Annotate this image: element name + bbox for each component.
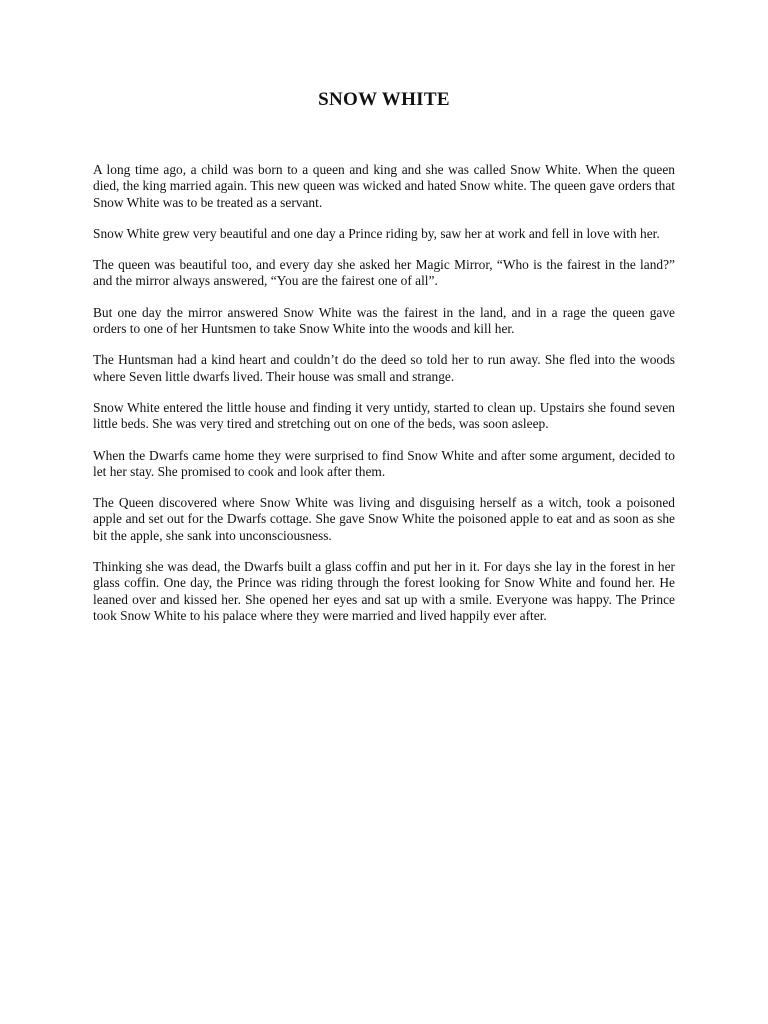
document-title: SNOW WHITE xyxy=(318,89,450,110)
paragraph: Snow White grew very beautiful and one day a Prince riding by, saw her at work and fell in love with her. xyxy=(93,225,660,241)
paragraph: The Huntsman had a kind heart and couldn’t do the deed so told her to run away. She fled into the woods where Seven little dwarfs lived. Their house was small and strange. xyxy=(93,352,675,384)
paragraph: A long time ago, a child was born to a queen and king and she was called Snow White. When the queen died, the king married again. This new queen was wicked and hated Snow white. The queen gave orders that Snow White was to be treated as a servant. xyxy=(93,162,675,210)
paragraph: But one day the mirror answered Snow White was the fairest in the land, and in a rage the queen gave orders to one of her Huntsmen to take Snow White into the woods and kill her. xyxy=(93,304,675,337)
paragraph: The Queen discovered where Snow White was living and disguising herself as a witch, took a poisoned apple and set out for the Dwarfs cottage. She gave Snow White the poisoned apple to eat and as soon as she bit the apple, she sank into unconsciousness. xyxy=(93,495,675,543)
paragraph: Snow White entered the little house and finding it very untidy, started to clean up. Upstairs she found seven little beds. She was very tired and stretching out on one of the beds, was soon asleep. xyxy=(93,399,675,432)
paragraph: The queen was beautiful too, and every day she asked her Magic Mirror, “Who is the fairest in the land?” and the mirror always answered, “You are the fairest one of all”. xyxy=(93,257,675,289)
paragraph: When the Dwarfs came home they were surprised to find Snow White and after some argument, decided to let her stay. She promised to cook and look after them. xyxy=(93,447,675,479)
document-body xyxy=(93,162,675,639)
paragraph: Thinking she was dead, the Dwarfs built a glass coffin and put her in it. For days she lay in the forest in her glass coffin. One day, the Prince was riding through the forest looking for Snow White and found her. He leaned over and kissed her. She opened her eyes and sat up with a smile. Everyone was happy. The Prince took Snow White to his palace where they were married and lived happily ever after. xyxy=(93,559,675,623)
